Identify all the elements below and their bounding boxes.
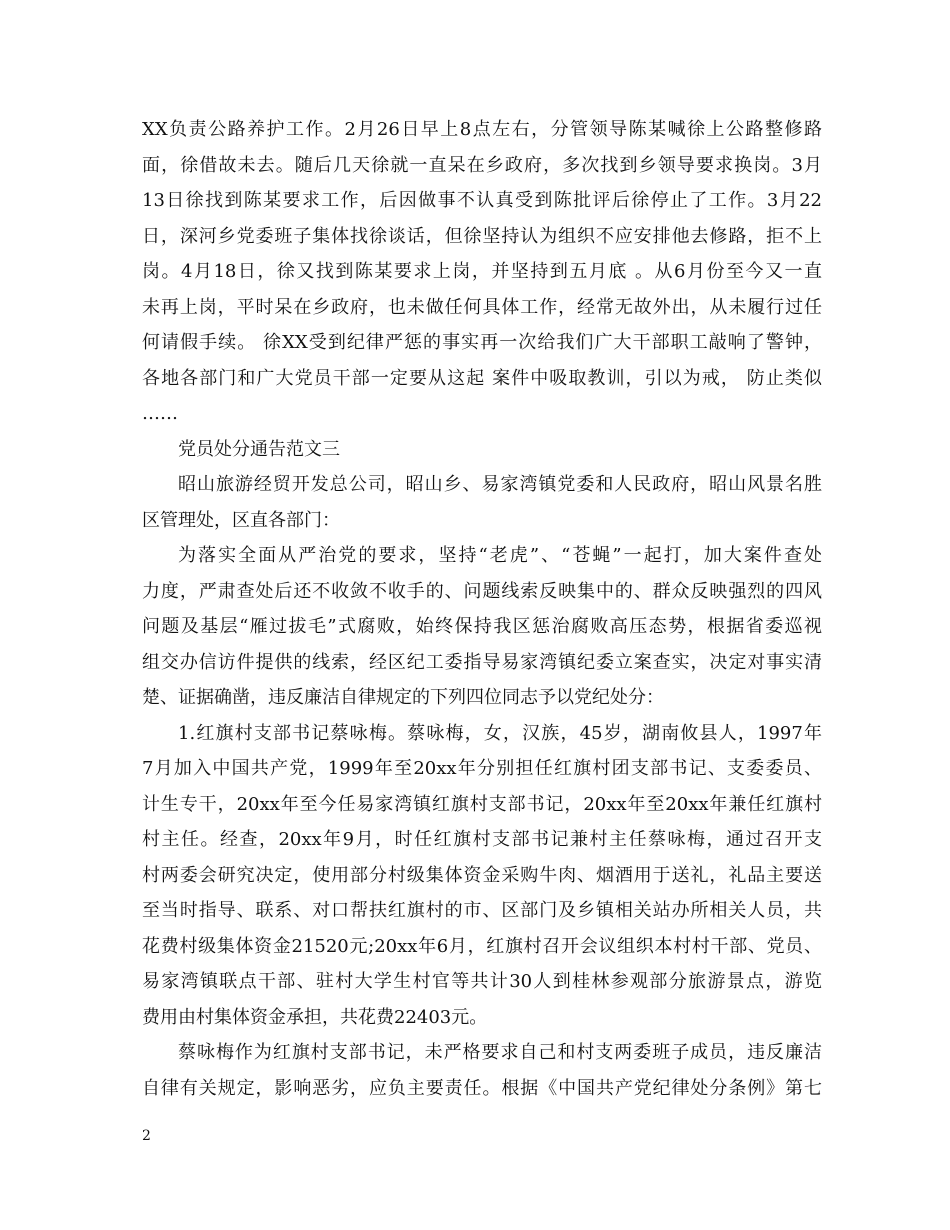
text-line: 13日徐找到陈某要求工作，后因做事不认真受到陈批评后徐停止了工作。3月22 [142,190,822,211]
document-body [142,112,822,1106]
text-line: 自律有关规定，影响恶劣，应负主要责任。根据《中国共产党纪律处分条例》第七 [142,1077,822,1099]
text-line: 7月加入中国共产党，1999年至20xx年分别担任红旗村团支部书记、支委委员、 [142,758,822,779]
text-line: 力度，严肃查处后还不收敛不收手的、问题线索反映集中的、群众反映强烈的四风 [142,580,822,602]
text-line: 未再上岗，平时呆在乡政府，也未做任何具体工作，经常无故外出，从未履行过任 [142,296,822,318]
section-heading: 党员处分通告范文三 [178,438,340,460]
text-line: 面，徐借故未去。随后几天徐就一直呆在乡政府，多次找到乡领导要求换岗。3月 [142,154,822,176]
text-line: 计生专干，20xx年至今任易家湾镇红旗村支部书记，20xx年至20xx年兼任红旗村 [142,793,822,815]
text-line: 区管理处，区直各部门： [142,509,340,531]
text-line: 为落实全面从严治党的要求，坚持“老虎”、“苍蝇”一起打，加大案件查处 [178,545,822,566]
text-line: 村主任。经查，20xx年9月，时任红旗村支部书记兼村主任蔡咏梅，通过召开支 [142,829,822,850]
text-line: 组交办信访件提供的线索，经区纪工委指导易家湾镇纪委立案查实，决定对事实清 [142,651,822,673]
text-line: 楚、证据确凿，违反廉洁自律规定的下列四位同志予以党纪处分： [142,687,664,708]
ellipsis-line: …… [142,403,178,424]
text-line: 日，深河乡党委班子集体找徐谈话，但徐坚持认为组织不应安排他去修路，拒不上 [142,225,822,247]
text-line: 蔡咏梅作为红旗村支部书记，未严格要求自己和村支两委班子成员，违反廉洁 [178,1042,822,1063]
text-line: 村两委会研究决定，使用部分村级集体资金采购牛肉、烟酒用于送礼，礼品主要送 [142,864,822,886]
text-line: XX负责公路养护工作。2月26日早上8点左右，分管领导陈某喊徐上公路整修路 [142,119,822,140]
text-line: 易家湾镇联点干部、驻村大学生村官等共计30人到桂林参观部分旅游景点，游览 [142,971,822,992]
text-line: 花费村级集体资金21520元;20xx年6月，红旗村召开会议组织本村村干部、党员、 [142,935,822,957]
text-line: 各地各部门和广大党员干部一定要从这起 案件中吸取教训，引以为戒， 防止类似 [142,367,822,389]
text-line: 岗。4月18日，徐又找到陈某要求上岗，并坚持到五月底 。从6月份至今又一直 [142,261,822,282]
text-line: 昭山旅游经贸开发总公司，昭山乡、易家湾镇党委和人民政府，昭山风景名胜 [178,474,822,495]
text-line: 问题及基层“雁过拔毛”式腐败，始终保持我区惩治腐败高压态势，根据省委巡视 [142,616,822,637]
text-line: 至当时指导、联系、对口帮扶红旗村的市、区部门及乡镇相关站办所相关人员，共 [142,900,822,921]
text-line: 何请假手续。 徐XX受到纪律严惩的事实再一次给我们广大干部职工敲响了警钟， [142,332,822,353]
text-line: 费用由村集体资金承担，共花费22403元。 [142,1006,488,1028]
page-number: 2 [142,1128,151,1144]
text-line: 1.红旗村支部书记蔡咏梅。蔡咏梅，女，汉族，45岁，湖南攸县人，1997年 [178,722,822,744]
